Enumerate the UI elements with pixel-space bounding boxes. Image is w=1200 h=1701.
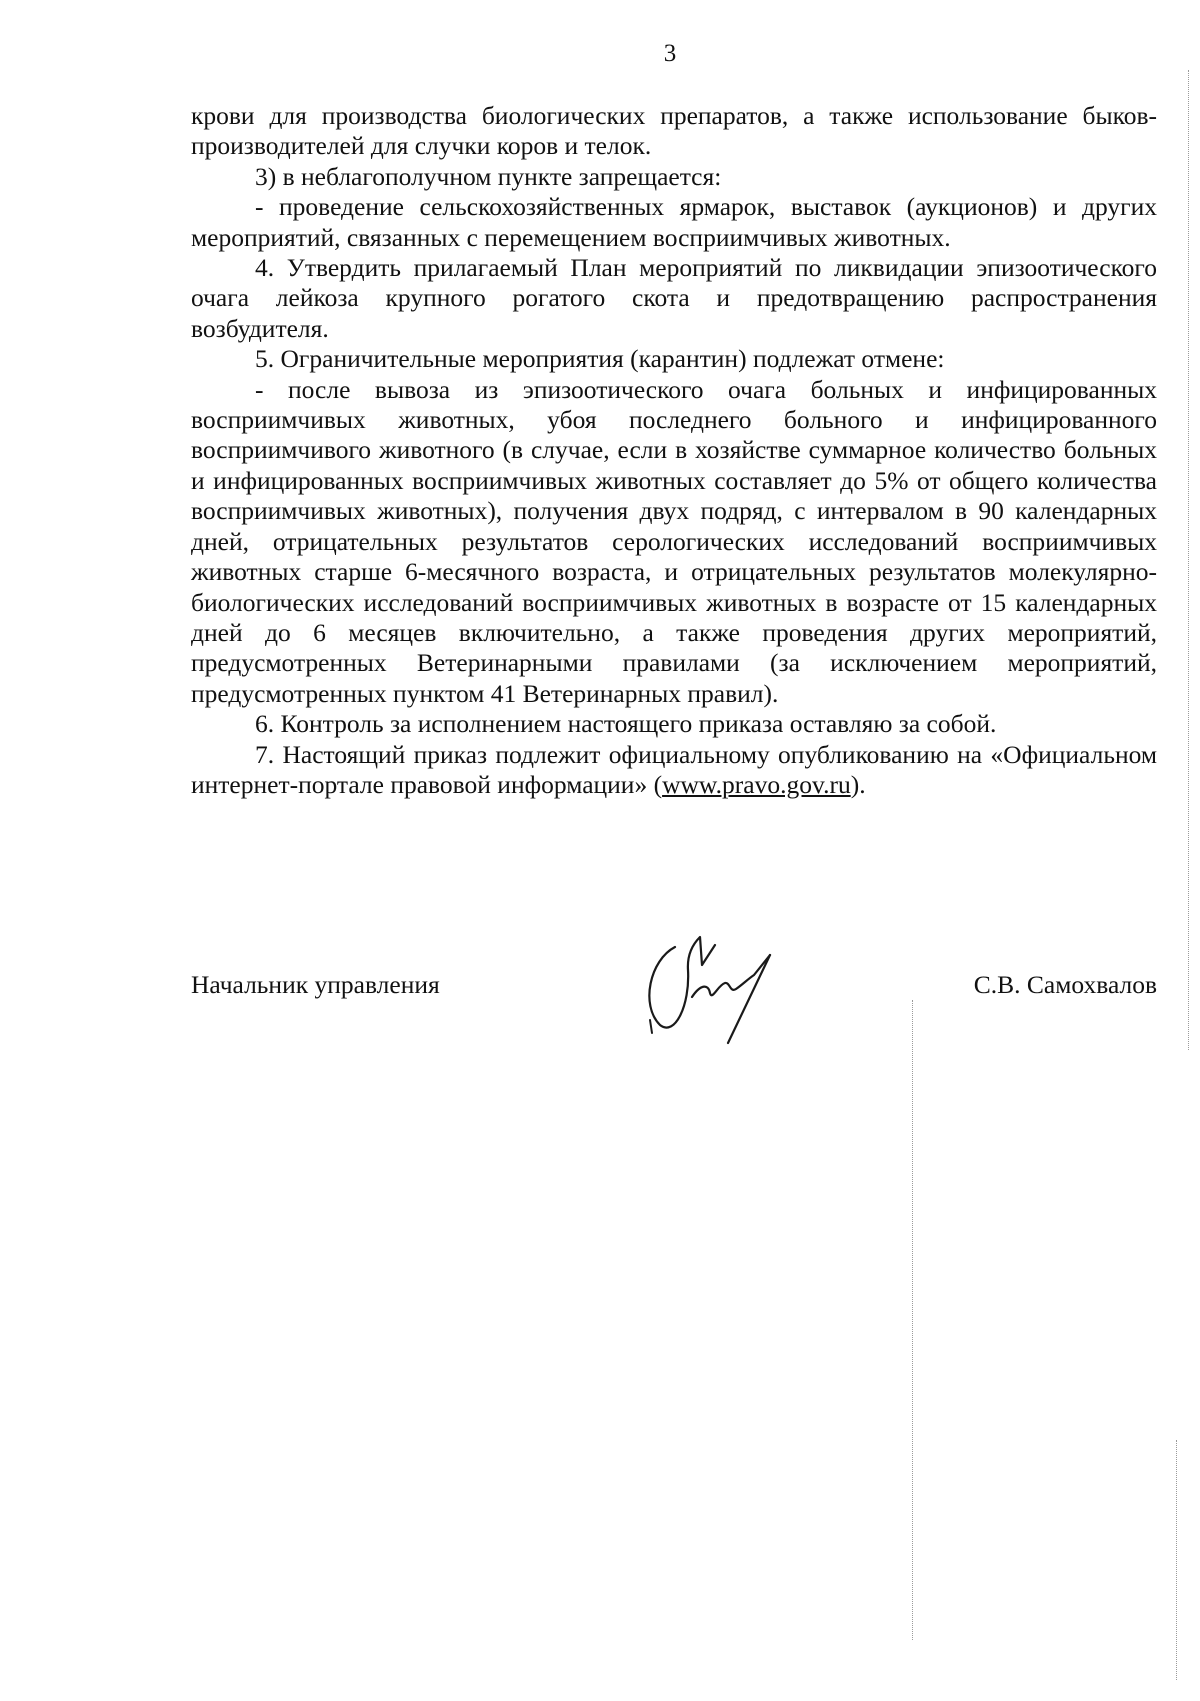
paragraph: - проведение сельскохозяйственных ярмарок, выставок (аукционов) и других мероприятий, связанных с перемещением восприимчивых животных.	[191, 192, 1157, 252]
handwritten-signature	[630, 925, 800, 1065]
scan-artifact	[912, 1000, 913, 1640]
publication-text-end: ).	[850, 769, 866, 799]
signatory-name: С.В. Самохвалов	[973, 970, 1157, 999]
scan-artifact	[1188, 70, 1189, 1050]
paragraph: 6. Контроль за исполнением настоящего приказа оставляю за собой.	[255, 709, 997, 739]
pravo-gov-link[interactable]: www.pravo.gov.ru	[662, 769, 851, 799]
scan-artifact	[1176, 1440, 1177, 1680]
publication-text: 7. Настоящий приказ подлежит официальному опубликованию на «Официальном интернет-портале правовой информации» (	[191, 739, 1157, 799]
paragraph: 4. Утвердить прилагаемый План мероприятий по ликвидации эпизоотического очага лейкоза крупного рогатого скота и предотвращению распространения возбудителя.	[191, 253, 1157, 343]
signatory-position: Начальник управления	[191, 970, 440, 999]
paragraph: 3) в неблагополучном пункте запрещается:	[255, 161, 722, 191]
paragraph: крови для производства биологических препаратов, а также использование быков-производителей для случки коров и телок.	[191, 101, 1157, 161]
publication-paragraph	[191, 740, 1157, 801]
page-number: 3	[663, 40, 677, 67]
paragraph: 5. Ограничительные мероприятия (карантин) подлежат отмене:	[255, 344, 945, 374]
paragraph: - после вывоза из эпизоотического очага больных и инфицированных восприимчивых животных, убоя последнего больного и инфицированного восприимчивого животного (в случае, если в хозяйстве суммарное количество больных и инфицированных восприимчивых животных составляет до 5% от общего количества восприимчивых животных), получения двух подряд, с интервалом в 90 календарных дней, отрицательных результатов серологических исследований восприимчивых животных старше 6-месячного возраста, и отрицательных результатов молекулярно-биологических исследований восприимчивых животных в возрасте от 15 календарных дней до 6 месяцев включительно, а также проведения других мероприятий, предусмотренных Ветеринарными правилами (за исключением мероприятий, предусмотренных пунктом 41 Ветеринарных правил).	[191, 374, 1157, 708]
document-body	[191, 101, 1157, 800]
